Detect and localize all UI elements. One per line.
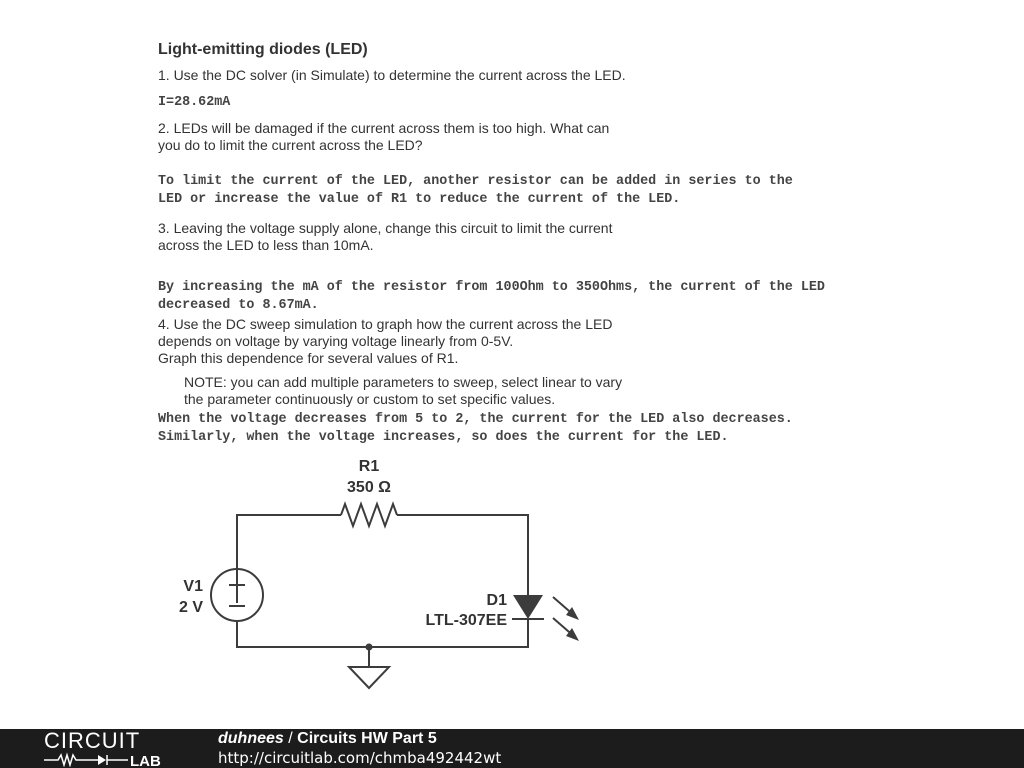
- answer-2: To limit the current of the LED, another resistor can be added in series to the LED or increase the value of R1 to reduce the current of the LED.: [158, 174, 793, 207]
- r1-value-label: 350 Ω: [347, 479, 391, 496]
- r1-name-label: R1: [358, 458, 380, 475]
- logo-text-circuit: CIRCUIT: [44, 730, 141, 753]
- d1-name-label: D1: [486, 592, 507, 609]
- title-separator: /: [283, 730, 298, 747]
- page-heading: Light-emitting diodes (LED): [158, 41, 368, 58]
- sweep-note: NOTE: you can add multiple parameters to sweep, select linear to vary the parameter continuously or custom to set specific values.: [184, 374, 623, 407]
- question-4: 4. Use the DC sweep simulation to graph how the current across the LED depends on voltage by varying voltage linearly from 0-5V. Graph this dependence for several values of R1.: [158, 316, 613, 366]
- logo-diode-bar-icon: [107, 755, 128, 765]
- wire-top-right: [397, 515, 528, 595]
- led-d1: [513, 595, 543, 619]
- junction-dot: [366, 644, 373, 651]
- ground-symbol: [349, 667, 389, 688]
- answer-1: I=28.62mA: [158, 95, 231, 110]
- footer-bar: [0, 729, 1024, 768]
- question-3: 3. Leaving the voltage supply alone, change this circuit to limit the current across the LED to less than 10mA.: [158, 220, 613, 253]
- question-2: 2. LEDs will be damaged if the current across them is too high. What can you do to limit the current across the LED?: [158, 120, 610, 153]
- logo-diode-icon: [98, 755, 106, 765]
- footer-info: [218, 730, 501, 767]
- plus-sign: [229, 577, 245, 593]
- v1-value-label: 2 V: [178, 599, 203, 616]
- answer-3: By increasing the mA of the resistor from 100Ohm to 350Ohms, the current of the LED decreased to 8.67mA.: [158, 280, 825, 313]
- circuit-title[interactable]: Circuits HW Part 5: [297, 730, 437, 747]
- logo-waveform-icon: [44, 755, 98, 765]
- wire-top-left: [237, 515, 341, 603]
- circuit-url-link[interactable]: http://circuitlab.com/chmba492442wt: [218, 749, 502, 767]
- author-link[interactable]: duhnees: [218, 730, 284, 747]
- circuitlab-logo[interactable]: [44, 730, 174, 767]
- logo-text-lab: LAB: [130, 753, 161, 767]
- question-1: 1. Use the DC solver (in Simulate) to determine the current across the LED.: [158, 67, 626, 83]
- answer-4: When the voltage decreases from 5 to 2, the current for the LED also decreases. Similarly, when the voltage increases, so does the current for the LED.: [158, 412, 793, 445]
- v1-name-label: V1: [183, 578, 203, 595]
- resistor-r1: [341, 504, 397, 526]
- d1-part-label: LTL-307EE: [425, 612, 507, 629]
